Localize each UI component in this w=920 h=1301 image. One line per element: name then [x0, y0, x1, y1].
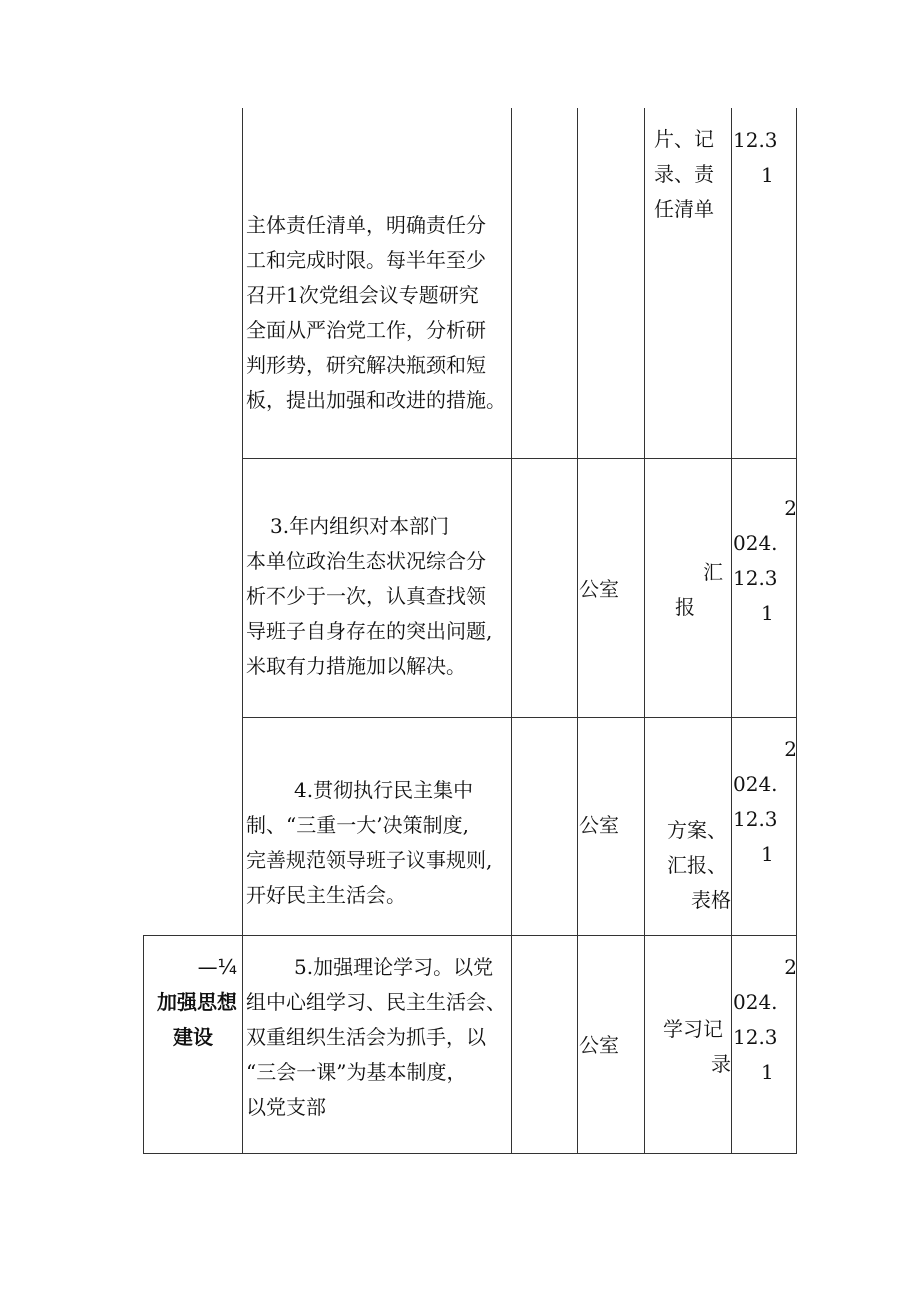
dept-cell: 公室 — [579, 1033, 619, 1057]
dept-cell: 公室 — [579, 577, 619, 601]
output-cell: 学习记 录 — [663, 1017, 731, 1076]
date-cell: 2 024. 12.3 1 — [733, 496, 797, 625]
category-cell: —¼ 加强思想 建设 — [157, 955, 237, 1049]
task-cell: 5.加强理论学习。以党 组中心组学习、民主生活会、 双重组织生活会为抓手，以 “三会一课”为基本制度， 以党支部 — [246, 955, 506, 1119]
table-row — [143, 936, 797, 1154]
output-cell: 汇 报 — [675, 560, 723, 619]
table-row — [143, 108, 797, 458]
task-cell: 4.贯彻执行民主集中 制、“三重一大’决策制度, 完善规范领导班子议事规则, 开好民主生活会。 — [246, 778, 493, 907]
task-table — [143, 108, 797, 1154]
task-cell: 主体责任清单，明确责任分 工和完成时限。每半年至少 召开1次党组会议专题研究 全面从严治党工作，分析研 判形势，研究解决瓶颈和短 板，提出加强和改进的措施。 — [246, 213, 506, 412]
task-cell: 3.年内组织对本部门 本单位政治生态状况综合分 析不少于一次，认真查找领 导班子自身存在的突出问题, 米取有力措施加以解决。 — [246, 514, 493, 678]
dept-cell: 公室 — [579, 813, 619, 837]
date-cell: 2 024. 12.3 1 — [733, 955, 797, 1084]
output-cell: 方案、 汇报、 表格 — [667, 818, 731, 912]
date-cell: 12.3 1 — [733, 128, 778, 187]
table-row — [143, 718, 797, 935]
date-cell: 2 024. 12.3 1 — [733, 737, 797, 866]
table-row — [143, 459, 797, 717]
output-cell: 片、记 录、责 任清单 — [654, 127, 714, 221]
